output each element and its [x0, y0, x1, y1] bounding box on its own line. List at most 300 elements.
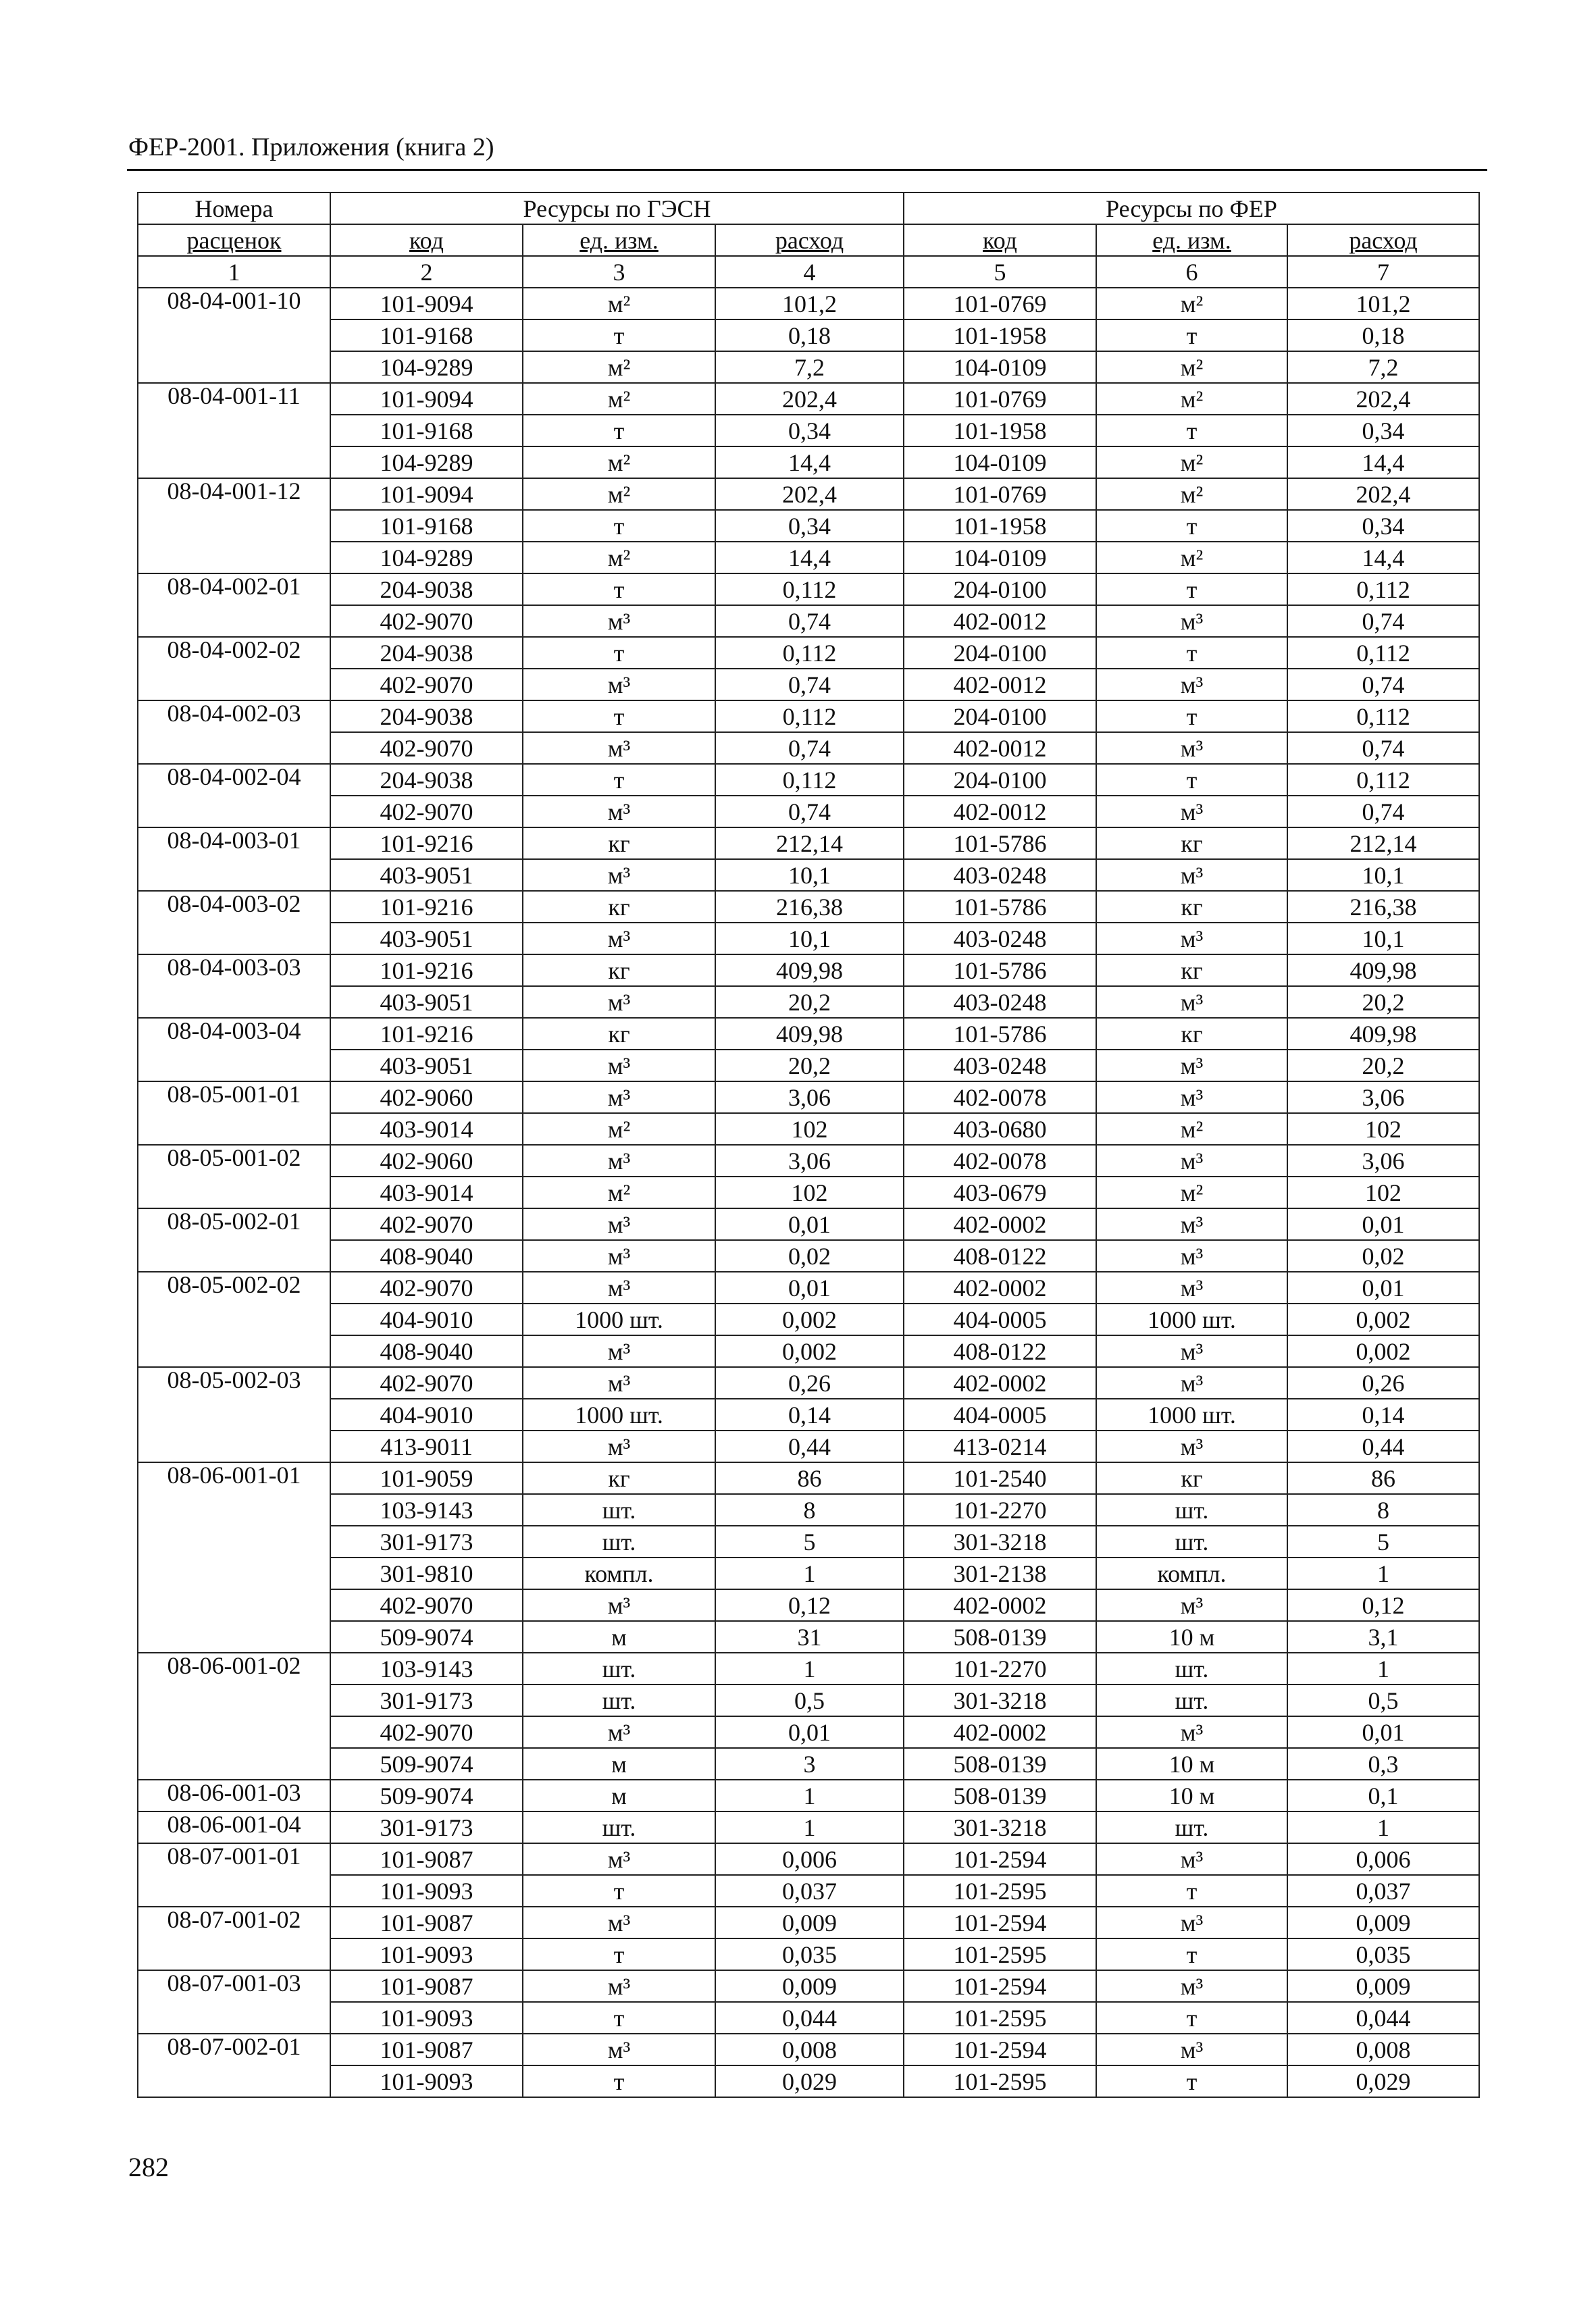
fer-unit-cell: м³ [1096, 1907, 1287, 1938]
fer-amount-cell: 202,4 [1287, 383, 1479, 415]
fer-amount-cell: 0,02 [1287, 1240, 1479, 1272]
gesn-unit-cell: м³ [523, 1050, 715, 1081]
fer-code-cell: 101-0769 [904, 288, 1096, 319]
gesn-unit-cell: м [523, 1748, 715, 1780]
fer-unit-cell: шт. [1096, 1494, 1287, 1526]
rate-number-cell: 08-04-003-03 [138, 954, 330, 1018]
fer-unit-cell: м³ [1096, 796, 1287, 827]
gesn-amount-cell: 102 [715, 1113, 904, 1145]
table-row [138, 573, 1479, 605]
gesn-code-cell: 413-9011 [330, 1431, 523, 1462]
table-row [138, 1462, 1479, 1494]
fer-amount-cell: 0,112 [1287, 764, 1479, 796]
gesn-amount-cell: 0,01 [715, 1716, 904, 1748]
gesn-amount-cell: 0,12 [715, 1589, 904, 1621]
fer-amount-cell: 0,18 [1287, 319, 1479, 351]
fer-amount-cell: 0,037 [1287, 1875, 1479, 1907]
gesn-code-cell: 402-9070 [330, 1208, 523, 1240]
fer-amount-cell: 86 [1287, 1462, 1479, 1494]
fer-unit-cell: м³ [1096, 1335, 1287, 1367]
fer-code-cell: 204-0100 [904, 764, 1096, 796]
gesn-amount-cell: 1 [715, 1780, 904, 1811]
rate-number-cell: 08-07-001-03 [138, 1970, 330, 2034]
table-row [138, 1526, 1479, 1558]
col-header-kod-fer: код [904, 224, 1096, 256]
gesn-unit-cell: т [523, 764, 715, 796]
fer-amount-cell: 0,34 [1287, 510, 1479, 542]
fer-code-cell: 101-5786 [904, 827, 1096, 859]
gesn-unit-cell: м² [523, 1113, 715, 1145]
gesn-code-cell: 402-9070 [330, 1589, 523, 1621]
gesn-unit-cell: м³ [523, 1208, 715, 1240]
gesn-amount-cell: 20,2 [715, 1050, 904, 1081]
fer-code-cell: 403-0248 [904, 1050, 1096, 1081]
fer-amount-cell: 0,14 [1287, 1399, 1479, 1431]
gesn-unit-cell: т [523, 2002, 715, 2034]
gesn-code-cell: 101-9168 [330, 415, 523, 446]
fer-unit-cell: кг [1096, 891, 1287, 923]
fer-unit-cell: м² [1096, 1177, 1287, 1208]
fer-unit-cell: 1000 шт. [1096, 1399, 1287, 1431]
gesn-amount-cell: 0,34 [715, 415, 904, 446]
gesn-amount-cell: 1 [715, 1653, 904, 1685]
fer-code-cell: 403-0248 [904, 986, 1096, 1018]
fer-unit-cell: м³ [1096, 1431, 1287, 1462]
gesn-code-cell: 403-9051 [330, 1050, 523, 1081]
gesn-code-cell: 104-9289 [330, 351, 523, 383]
gesn-unit-cell: м [523, 1780, 715, 1811]
fer-amount-cell: 10,1 [1287, 859, 1479, 891]
gesn-unit-cell: м³ [523, 1716, 715, 1748]
gesn-code-cell: 101-9216 [330, 827, 523, 859]
table-row [138, 478, 1479, 510]
fer-unit-cell: м² [1096, 542, 1287, 573]
fer-unit-cell: кг [1096, 827, 1287, 859]
fer-amount-cell: 0,008 [1287, 2034, 1479, 2065]
gesn-unit-cell: шт. [523, 1811, 715, 1843]
gesn-code-cell: 403-9051 [330, 859, 523, 891]
gesn-unit-cell: м³ [523, 1240, 715, 1272]
gesn-amount-cell: 86 [715, 1462, 904, 1494]
gesn-amount-cell: 3,06 [715, 1081, 904, 1113]
fer-code-cell: 402-0002 [904, 1367, 1096, 1399]
fer-code-cell: 404-0005 [904, 1304, 1096, 1335]
gesn-unit-cell: м³ [523, 2034, 715, 2065]
gesn-amount-cell: 8 [715, 1494, 904, 1526]
fer-unit-cell: шт. [1096, 1526, 1287, 1558]
rate-number-cell: 08-07-001-01 [138, 1843, 330, 1907]
gesn-code-cell: 402-9060 [330, 1145, 523, 1177]
fer-code-cell: 104-0109 [904, 351, 1096, 383]
gesn-amount-cell: 0,26 [715, 1367, 904, 1399]
fer-code-cell: 101-2594 [904, 1970, 1096, 2002]
rate-number-cell: 08-04-001-10 [138, 288, 330, 383]
gesn-amount-cell: 5 [715, 1526, 904, 1558]
gesn-unit-cell: т [523, 2065, 715, 2097]
gesn-amount-cell: 102 [715, 1177, 904, 1208]
gesn-code-cell: 103-9143 [330, 1494, 523, 1526]
gesn-unit-cell: м² [523, 542, 715, 573]
fer-amount-cell: 102 [1287, 1113, 1479, 1145]
column-number: 6 [1096, 256, 1287, 288]
gesn-amount-cell: 3,06 [715, 1145, 904, 1177]
column-number-row [138, 256, 1479, 288]
fer-unit-cell: м² [1096, 478, 1287, 510]
gesn-unit-cell: т [523, 415, 715, 446]
table-row [138, 1589, 1479, 1621]
gesn-unit-cell: м³ [523, 1589, 715, 1621]
table-row [138, 1685, 1479, 1716]
fer-code-cell: 402-0002 [904, 1589, 1096, 1621]
fer-unit-cell: т [1096, 1938, 1287, 1970]
fer-unit-cell: м³ [1096, 1367, 1287, 1399]
fer-unit-cell: кг [1096, 954, 1287, 986]
gesn-unit-cell: шт. [523, 1653, 715, 1685]
gesn-code-cell: 402-9070 [330, 732, 523, 764]
fer-unit-cell: шт. [1096, 1653, 1287, 1685]
fer-unit-cell: м³ [1096, 1081, 1287, 1113]
table-row [138, 859, 1479, 891]
gesn-amount-cell: 0,14 [715, 1399, 904, 1431]
gesn-amount-cell: 0,035 [715, 1938, 904, 1970]
fer-code-cell: 101-2595 [904, 1875, 1096, 1907]
gesn-unit-cell: м² [523, 383, 715, 415]
rate-number-cell: 08-04-001-12 [138, 478, 330, 573]
gesn-code-cell: 104-9289 [330, 542, 523, 573]
gesn-code-cell: 402-9070 [330, 1272, 523, 1304]
gesn-unit-cell: 1000 шт. [523, 1304, 715, 1335]
rate-number-cell: 08-05-002-01 [138, 1208, 330, 1272]
fer-amount-cell: 0,26 [1287, 1367, 1479, 1399]
fer-amount-cell: 3,06 [1287, 1081, 1479, 1113]
table-row [138, 637, 1479, 669]
gesn-code-cell: 402-9070 [330, 1367, 523, 1399]
fer-unit-cell: м² [1096, 383, 1287, 415]
fer-code-cell: 301-3218 [904, 1685, 1096, 1716]
fer-code-cell: 101-2270 [904, 1494, 1096, 1526]
gesn-amount-cell: 14,4 [715, 446, 904, 478]
gesn-code-cell: 101-9087 [330, 1907, 523, 1938]
fer-amount-cell: 0,044 [1287, 2002, 1479, 2034]
gesn-amount-cell: 0,01 [715, 1272, 904, 1304]
fer-code-cell: 101-2594 [904, 1843, 1096, 1875]
gesn-amount-cell: 101,2 [715, 288, 904, 319]
gesn-code-cell: 101-9087 [330, 2034, 523, 2065]
gesn-code-cell: 403-9051 [330, 923, 523, 954]
table-row [138, 383, 1479, 415]
gesn-code-cell: 101-9094 [330, 288, 523, 319]
column-number: 7 [1287, 256, 1479, 288]
fer-unit-cell: т [1096, 319, 1287, 351]
table-row [138, 1113, 1479, 1145]
table-row [138, 1716, 1479, 1748]
gesn-amount-cell: 0,74 [715, 669, 904, 700]
table-row [138, 1843, 1479, 1875]
fer-unit-cell: м³ [1096, 669, 1287, 700]
fer-amount-cell: 0,44 [1287, 1431, 1479, 1462]
fer-amount-cell: 3,1 [1287, 1621, 1479, 1653]
col-header-rashod-fer: расход [1287, 224, 1479, 256]
gesn-code-cell: 101-9094 [330, 478, 523, 510]
gesn-unit-cell: кг [523, 827, 715, 859]
fer-code-cell: 101-2594 [904, 2034, 1096, 2065]
gesn-code-cell: 204-9038 [330, 700, 523, 732]
gesn-amount-cell: 0,5 [715, 1685, 904, 1716]
fer-unit-cell: т [1096, 510, 1287, 542]
fer-unit-cell: т [1096, 1875, 1287, 1907]
gesn-unit-cell: м² [523, 351, 715, 383]
gesn-unit-cell: м³ [523, 1145, 715, 1177]
col-header-kod: код [330, 224, 523, 256]
gesn-unit-cell: т [523, 573, 715, 605]
gesn-amount-cell: 0,037 [715, 1875, 904, 1907]
fer-amount-cell: 101,2 [1287, 288, 1479, 319]
rate-number-cell: 08-04-002-04 [138, 764, 330, 827]
gesn-code-cell: 404-9010 [330, 1304, 523, 1335]
fer-code-cell: 101-1958 [904, 319, 1096, 351]
fer-amount-cell: 1 [1287, 1811, 1479, 1843]
gesn-code-cell: 204-9038 [330, 573, 523, 605]
rate-number-cell: 08-04-002-02 [138, 637, 330, 700]
fer-code-cell: 101-0769 [904, 383, 1096, 415]
fer-unit-cell: м² [1096, 288, 1287, 319]
gesn-amount-cell: 0,009 [715, 1970, 904, 2002]
table-row [138, 1367, 1479, 1399]
fer-amount-cell: 1 [1287, 1558, 1479, 1589]
column-number: 3 [523, 256, 715, 288]
gesn-amount-cell: 0,112 [715, 700, 904, 732]
fer-code-cell: 402-0012 [904, 605, 1096, 637]
table-row [138, 986, 1479, 1018]
fer-amount-cell: 0,002 [1287, 1304, 1479, 1335]
table-row [138, 510, 1479, 542]
table-row [138, 351, 1479, 383]
fer-amount-cell: 202,4 [1287, 478, 1479, 510]
gesn-code-cell: 301-9173 [330, 1811, 523, 1843]
fer-unit-cell: шт. [1096, 1685, 1287, 1716]
rate-number-cell: 08-07-001-02 [138, 1907, 330, 1970]
rate-number-cell: 08-06-001-04 [138, 1811, 330, 1843]
gesn-amount-cell: 0,44 [715, 1431, 904, 1462]
fer-amount-cell: 0,74 [1287, 732, 1479, 764]
fer-amount-cell: 5 [1287, 1526, 1479, 1558]
fer-amount-cell: 409,98 [1287, 954, 1479, 986]
fer-amount-cell: 0,01 [1287, 1272, 1479, 1304]
gesn-code-cell: 301-9810 [330, 1558, 523, 1589]
fer-unit-cell: 10 м [1096, 1780, 1287, 1811]
rate-number-cell: 08-04-002-01 [138, 573, 330, 637]
gesn-amount-cell: 202,4 [715, 478, 904, 510]
column-number: 2 [330, 256, 523, 288]
gesn-unit-cell: т [523, 637, 715, 669]
table-row [138, 2034, 1479, 2065]
gesn-unit-cell: т [523, 510, 715, 542]
gesn-code-cell: 403-9014 [330, 1177, 523, 1208]
fer-amount-cell: 0,002 [1287, 1335, 1479, 1367]
gesn-code-cell: 402-9070 [330, 1716, 523, 1748]
gesn-code-cell: 509-9074 [330, 1748, 523, 1780]
rate-number-cell: 08-07-002-01 [138, 2034, 330, 2097]
gesn-code-cell: 402-9060 [330, 1081, 523, 1113]
fer-code-cell: 402-0012 [904, 669, 1096, 700]
fer-unit-cell: м³ [1096, 1272, 1287, 1304]
fer-code-cell: 403-0680 [904, 1113, 1096, 1145]
table-row [138, 1748, 1479, 1780]
gesn-code-cell: 204-9038 [330, 637, 523, 669]
fer-code-cell: 101-2270 [904, 1653, 1096, 1685]
gesn-amount-cell: 0,74 [715, 732, 904, 764]
table-row [138, 2002, 1479, 2034]
rate-number-cell: 08-05-002-03 [138, 1367, 330, 1462]
table-row [138, 1081, 1479, 1113]
gesn-unit-cell: т [523, 700, 715, 732]
table-row [138, 1145, 1479, 1177]
gesn-code-cell: 204-9038 [330, 764, 523, 796]
gesn-code-cell: 402-9070 [330, 605, 523, 637]
fer-unit-cell: м² [1096, 1113, 1287, 1145]
table-row [138, 2065, 1479, 2097]
rate-number-cell: 08-04-003-02 [138, 891, 330, 954]
table-row [138, 1304, 1479, 1335]
fer-unit-cell: м² [1096, 351, 1287, 383]
fer-code-cell: 402-0012 [904, 732, 1096, 764]
fer-unit-cell: м³ [1096, 923, 1287, 954]
gesn-amount-cell: 0,044 [715, 2002, 904, 2034]
fer-code-cell: 101-2540 [904, 1462, 1096, 1494]
fer-amount-cell: 14,4 [1287, 542, 1479, 573]
fer-amount-cell: 409,98 [1287, 1018, 1479, 1050]
gesn-amount-cell: 10,1 [715, 923, 904, 954]
header-row-1 [138, 192, 1479, 224]
fer-amount-cell: 216,38 [1287, 891, 1479, 923]
fer-code-cell: 413-0214 [904, 1431, 1096, 1462]
col-header-rates: расценок [138, 224, 330, 256]
fer-unit-cell: компл. [1096, 1558, 1287, 1589]
fer-code-cell: 101-2595 [904, 1938, 1096, 1970]
col-header-fer: Ресурсы по ФЕР [904, 192, 1479, 224]
fer-amount-cell: 0,112 [1287, 573, 1479, 605]
rate-number-cell: 08-04-003-01 [138, 827, 330, 891]
fer-amount-cell: 0,01 [1287, 1716, 1479, 1748]
fer-code-cell: 301-2138 [904, 1558, 1096, 1589]
gesn-amount-cell: 1 [715, 1558, 904, 1589]
fer-code-cell: 402-0012 [904, 796, 1096, 827]
fer-amount-cell: 0,112 [1287, 700, 1479, 732]
gesn-amount-cell: 10,1 [715, 859, 904, 891]
fer-code-cell: 301-3218 [904, 1811, 1096, 1843]
gesn-unit-cell: шт. [523, 1526, 715, 1558]
gesn-unit-cell: м³ [523, 1843, 715, 1875]
col-header-ed: ед. изм. [523, 224, 715, 256]
fer-code-cell: 101-0769 [904, 478, 1096, 510]
rate-number-cell: 08-05-002-02 [138, 1272, 330, 1367]
gesn-code-cell: 509-9074 [330, 1780, 523, 1811]
fer-code-cell: 402-0002 [904, 1716, 1096, 1748]
gesn-code-cell: 104-9289 [330, 446, 523, 478]
gesn-code-cell: 101-9093 [330, 1875, 523, 1907]
fer-unit-cell: 10 м [1096, 1748, 1287, 1780]
fer-unit-cell: т [1096, 415, 1287, 446]
gesn-code-cell: 402-9070 [330, 796, 523, 827]
fer-unit-cell: т [1096, 700, 1287, 732]
rate-number-cell: 08-04-003-04 [138, 1018, 330, 1081]
fer-amount-cell: 0,12 [1287, 1589, 1479, 1621]
table-row [138, 764, 1479, 796]
table-row [138, 1208, 1479, 1240]
table-row [138, 1050, 1479, 1081]
gesn-amount-cell: 0,74 [715, 796, 904, 827]
gesn-amount-cell: 0,112 [715, 573, 904, 605]
fer-code-cell: 101-2594 [904, 1907, 1096, 1938]
table-row [138, 319, 1479, 351]
gesn-amount-cell: 0,34 [715, 510, 904, 542]
gesn-unit-cell: м² [523, 478, 715, 510]
fer-code-cell: 101-2595 [904, 2002, 1096, 2034]
fer-unit-cell: т [1096, 764, 1287, 796]
gesn-unit-cell: м³ [523, 986, 715, 1018]
gesn-unit-cell: м² [523, 446, 715, 478]
gesn-code-cell: 404-9010 [330, 1399, 523, 1431]
col-header-gesn: Ресурсы по ГЭСН [330, 192, 904, 224]
table-row [138, 1177, 1479, 1208]
fer-amount-cell: 0,006 [1287, 1843, 1479, 1875]
fer-unit-cell: м³ [1096, 986, 1287, 1018]
gesn-code-cell: 301-9173 [330, 1685, 523, 1716]
fer-code-cell: 508-0139 [904, 1621, 1096, 1653]
rate-number-cell: 08-06-001-03 [138, 1780, 330, 1811]
gesn-amount-cell: 0,74 [715, 605, 904, 637]
gesn-code-cell: 101-9059 [330, 1462, 523, 1494]
fer-code-cell: 101-1958 [904, 415, 1096, 446]
fer-code-cell: 101-2595 [904, 2065, 1096, 2097]
gesn-unit-cell: шт. [523, 1494, 715, 1526]
gesn-unit-cell: кг [523, 954, 715, 986]
gesn-code-cell: 101-9168 [330, 319, 523, 351]
fer-code-cell: 403-0248 [904, 923, 1096, 954]
gesn-code-cell: 101-9093 [330, 1938, 523, 1970]
fer-amount-cell: 0,74 [1287, 796, 1479, 827]
fer-amount-cell: 0,34 [1287, 415, 1479, 446]
table-row [138, 415, 1479, 446]
table-row [138, 1653, 1479, 1685]
gesn-unit-cell: т [523, 1938, 715, 1970]
gesn-unit-cell: м³ [523, 796, 715, 827]
fer-amount-cell: 1 [1287, 1653, 1479, 1685]
gesn-code-cell: 101-9216 [330, 954, 523, 986]
fer-unit-cell: м³ [1096, 1970, 1287, 2002]
gesn-amount-cell: 0,008 [715, 2034, 904, 2065]
fer-code-cell: 402-0002 [904, 1272, 1096, 1304]
table-row [138, 605, 1479, 637]
fer-unit-cell: кг [1096, 1462, 1287, 1494]
gesn-unit-cell: м [523, 1621, 715, 1653]
fer-code-cell: 204-0100 [904, 637, 1096, 669]
table-row [138, 796, 1479, 827]
fer-code-cell: 204-0100 [904, 573, 1096, 605]
gesn-code-cell: 408-9040 [330, 1240, 523, 1272]
fer-amount-cell: 14,4 [1287, 446, 1479, 478]
fer-code-cell: 403-0248 [904, 859, 1096, 891]
gesn-amount-cell: 0,02 [715, 1240, 904, 1272]
gesn-unit-cell: 1000 шт. [523, 1399, 715, 1431]
table-row [138, 1970, 1479, 2002]
fer-amount-cell: 8 [1287, 1494, 1479, 1526]
fer-unit-cell: м³ [1096, 1589, 1287, 1621]
table-row [138, 1558, 1479, 1589]
resources-table [137, 192, 1480, 2098]
table-row [138, 446, 1479, 478]
fer-unit-cell: 10 м [1096, 1621, 1287, 1653]
